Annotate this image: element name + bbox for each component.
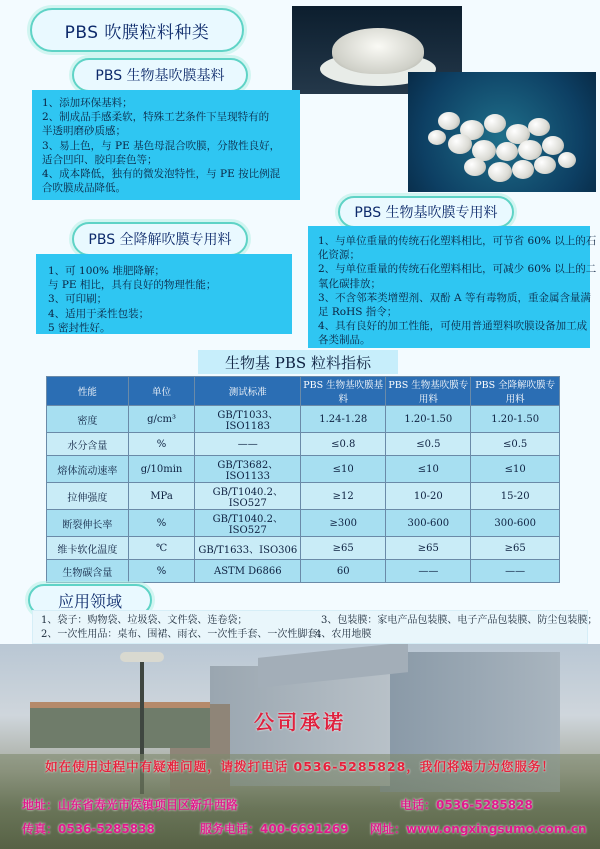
degradable-panel — [36, 254, 292, 334]
table-cell: GB/T3682、ISO1133 — [195, 456, 301, 483]
base-line: 4、成本降低，独有的微发泡特性，与 PE 按比例混 — [42, 168, 281, 181]
table-header: PBS 全降解吹膜专用料 — [471, 377, 560, 406]
degradable-line: 与 PE 相比，具有良好的物理性能； — [48, 279, 217, 292]
table-header: PBS 生物基吹膜基料 — [301, 377, 386, 406]
application-title: 应用领域 — [28, 584, 152, 616]
bio-special-line: 足 RoHS 指令； — [318, 306, 398, 319]
table-cell: 300-600 — [471, 510, 560, 537]
website-text: 网址：www.ongxingsumo.com.cn — [370, 822, 587, 836]
table-cell: g/10min — [128, 456, 195, 483]
phone-text: 电话：0536-5285828 — [400, 798, 533, 812]
table-cell: 拉伸强度 — [47, 483, 129, 510]
table-cell: 10-20 — [386, 483, 471, 510]
table-cell: ≥65 — [471, 537, 560, 560]
table-cell: % — [128, 510, 195, 537]
table-cell: ≤10 — [386, 456, 471, 483]
pellets-closeup-photo — [408, 72, 596, 192]
bio-special-line: 1、与单位重量的传统石化塑料相比，可节省 60% 以上的石 — [318, 235, 597, 247]
table-header: PBS 生物基吹膜专用料 — [386, 377, 471, 406]
table-row — [47, 537, 560, 560]
table-cell: ≥65 — [386, 537, 471, 560]
table-cell: MPa — [128, 483, 195, 510]
application-item: 3、包装膜：家电产品包装膜、电子产品包装膜、防尘包装膜； — [321, 615, 598, 626]
table-header: 单位 — [128, 377, 195, 406]
table-cell: GB/T1040.2、ISO527 — [195, 510, 301, 537]
table-header-row — [47, 377, 560, 406]
table-cell: 水分含量 — [47, 433, 129, 456]
fax-text: 传真：0536-5285838 — [22, 822, 155, 836]
table-cell: 断裂伸长率 — [47, 510, 129, 537]
table-cell: GB/T1040.2、ISO527 — [195, 483, 301, 510]
base-line: 半透明磨砂质感； — [42, 125, 126, 138]
table-cell: ℃ — [128, 537, 195, 560]
application-item: 4、农用地膜 — [315, 629, 372, 640]
table-cell: 密度 — [47, 406, 129, 433]
application-item: 2、一次性用品：桌布、围裙、雨衣、一次性手套、一次性脚套； — [41, 629, 328, 640]
table-cell: 生物碳含量 — [47, 560, 129, 583]
base-line: 合吹膜成品降低。 — [42, 182, 126, 195]
base-line: 2、制成品手感柔软，特殊工艺条件下呈现特有的 — [42, 111, 270, 124]
table-cell: GB/T1033、ISO1183 — [195, 406, 301, 433]
table-cell: 熔体流动速率 — [47, 456, 129, 483]
address-text: 地址：山东省寿光市侯镇项目区新升西路 — [22, 798, 239, 812]
table-row — [47, 560, 560, 583]
service-phone-text: 服务电话：400-6691269 — [200, 822, 349, 836]
base-material-panel — [32, 90, 300, 200]
table-cell: ≤10 — [471, 456, 560, 483]
main-title: PBS 吹膜粒料种类 — [30, 8, 244, 52]
table-cell: ≥65 — [301, 537, 386, 560]
table-cell: —— — [471, 560, 560, 583]
table-cell: ≤0.5 — [386, 433, 471, 456]
table-cell: % — [128, 560, 195, 583]
bio-special-line: 2、与单位重量的传统石化塑料相比，可减少 60% 以上的二 — [318, 263, 597, 276]
table-cell: ≤0.5 — [471, 433, 560, 456]
promise-text: 如在使用过程中有疑难问题，请拨打电话 0536-5285828，我们将竭力为您服务！ — [45, 759, 555, 774]
degradable-line: 5 密封性好。 — [48, 321, 111, 334]
degradable-title: PBS 全降解吹膜专用料 — [72, 222, 248, 256]
table-cell: 1.20-1.50 — [386, 406, 471, 433]
bio-special-line: 3、不含邻苯类增塑剂、双酚 A 等有毒物质，重金属含量满 — [318, 291, 591, 304]
base-line: 1、添加环保基料； — [42, 97, 133, 109]
table-row — [47, 510, 560, 537]
bio-special-line: 各类制品。 — [318, 334, 371, 347]
table-row — [47, 406, 560, 433]
promise-title: 公司承诺 — [254, 710, 346, 734]
table-cell: ASTM D6866 — [195, 560, 301, 583]
base-line: 适合凹印、胶印套色等； — [42, 153, 158, 166]
degradable-line: 3、可印刷； — [48, 293, 108, 306]
bio-special-line: 4、具有良好的加工性能，可使用普通塑料吹膜设备加工成 — [318, 320, 588, 333]
table-cell: g/cm³ — [128, 406, 195, 433]
table-cell: GB/T1633、ISO306 — [195, 537, 301, 560]
table-header: 性能 — [47, 377, 129, 406]
base-line: 3、易上色，与 PE 基色母混合吹膜，分散性良好， — [42, 139, 281, 152]
table-cell: ≥300 — [301, 510, 386, 537]
table-cell: —— — [195, 433, 301, 456]
table-cell: —— — [386, 560, 471, 583]
bio-special-title: PBS 生物基吹膜专用料 — [338, 196, 514, 228]
application-item: 1、袋子：购物袋、垃圾袋、文件袋、连卷袋； — [41, 615, 248, 626]
table-row — [47, 433, 560, 456]
table-cell: ≤0.8 — [301, 433, 386, 456]
factory-photo — [0, 644, 600, 849]
degradable-line: 1、可 100% 堆肥降解； — [48, 265, 165, 277]
base-material-title: PBS 生物基吹膜基料 — [72, 58, 248, 92]
table-cell: 1.20-1.50 — [471, 406, 560, 433]
table-cell: 300-600 — [386, 510, 471, 537]
bio-special-panel — [308, 226, 597, 348]
table-row — [47, 456, 560, 483]
bio-special-line: 氧化碳排放； — [318, 277, 381, 290]
bio-special-line: 化资源； — [318, 249, 360, 262]
table-row — [47, 483, 560, 510]
degradable-line: 4、适用于柔性包装； — [48, 307, 150, 320]
table-cell: 1.24-1.28 — [301, 406, 386, 433]
table-cell: % — [128, 433, 195, 456]
spec-table — [46, 348, 560, 583]
table-cell: 15-20 — [471, 483, 560, 510]
table-cell: 60 — [301, 560, 386, 583]
application-box — [32, 610, 598, 644]
table-title: 生物基 PBS 粒料指标 — [198, 350, 398, 374]
table-cell: 维卡软化温度 — [47, 537, 129, 560]
table-cell: ≤10 — [301, 456, 386, 483]
table-cell: ≥12 — [301, 483, 386, 510]
table-header: 测试标准 — [195, 377, 301, 406]
